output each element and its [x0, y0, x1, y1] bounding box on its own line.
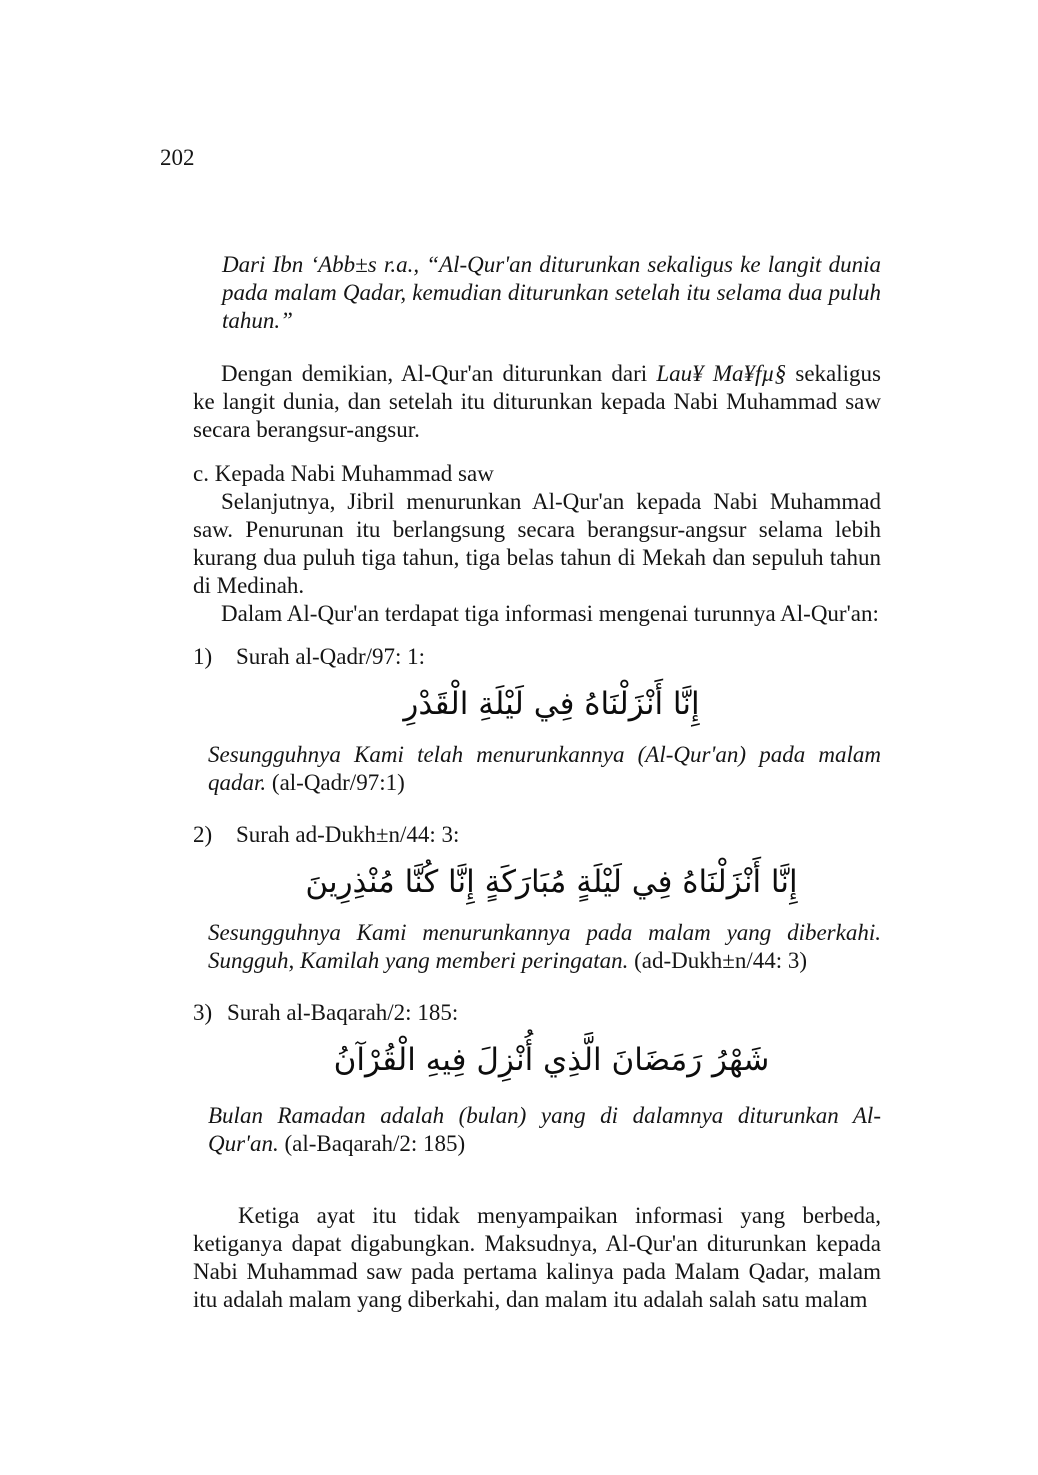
list-item-2-title: Surah ad-Dukh±n/44: 3: — [236, 822, 460, 847]
translation-al-qadr-text: Sesungguhnya Kami telah menurunkannya (Al-Qur'an) pada malam qadar. — [208, 742, 881, 795]
translation-ad-dukhan-text: Sesungguhnya Kami menurunkannya pada malam yang diberkahi. Sungguh, Kamilah yang memberi peringatan. — [208, 920, 881, 973]
hadith-quote-ibn-abbas: Dari Ibn ‘Abb±s r.a., “Al-Qur'an diturunkan sekaligus ke langit dunia pada malam Qadar, kemudian diturunkan setelah itu selama dua puluh tahun.” — [222, 252, 881, 333]
list-item-3-marker: 3) — [193, 1000, 213, 1025]
paragraph-ketiga-ayat: Ketiga ayat itu tidak menyampaikan informasi yang berbeda, ketiganya dapat digabungkan. Maksudnya, Al-Qur'an diturunkan kepada Nabi Muhammad saw pada pertama kalinya pada Malam Qadar, malam itu adalah malam yang diberkahi, dan malam itu adalah salah satu malam — [193, 1203, 881, 1312]
paragraph-tiga-informasi: Dalam Al-Qur'an terdapat tiga informasi mengenai turunnya Al-Qur'an: — [221, 601, 879, 626]
list-item-1-marker: 1) — [193, 644, 213, 669]
list-item-3-title: Surah al-Baqarah/2: 185: — [227, 1000, 459, 1025]
paragraph-lauh-mahfuz — [193, 360, 881, 444]
list-item-3-heading — [193, 999, 881, 1027]
paragraph-lauh-text-before: Dengan demikian, Al-Qur'an diturunkan dari — [221, 361, 657, 386]
list-item-2-heading — [193, 821, 881, 849]
reference-al-qadr: (al-Qadr/97:1) — [271, 770, 405, 795]
subheading-kepada-nabi: c. Kepada Nabi Muhammad saw — [193, 461, 494, 486]
translation-ad-dukhan — [208, 919, 881, 975]
page-content — [193, 228, 881, 1337]
translation-al-qadr — [208, 741, 881, 797]
paragraph-lauh-text-after: sekaligus ke langit dunia, dan setelah itu diturunkan kepada Nabi Muhammad saw secara berangsur-angsur. — [193, 361, 881, 442]
term-lauh-mahfuz: Lau¥ Ma¥fµ§ — [656, 361, 787, 386]
list-item-2-marker: 2) — [193, 822, 213, 847]
reference-al-baqarah: (al-Baqarah/2: 185) — [284, 1131, 466, 1156]
arabic-verse-al-qadr: إِنَّا أَنْزَلْنَاهُ فِي لَيْلَةِ الْقَدْرِ — [403, 686, 700, 722]
list-item-1-title: Surah al-Qadr/97: 1: — [236, 644, 426, 669]
arabic-verse-al-baqarah: شَهْرُ رَمَضَانَ الَّذِي أُنْزِلَ فِيهِ الْقُرْآنُ — [333, 1042, 770, 1078]
translation-al-baqarah — [208, 1102, 881, 1158]
list-item-1-heading — [193, 643, 881, 671]
paragraph-selanjutnya: Selanjutnya, Jibril menurunkan Al-Qur'an kepada Nabi Muhammad saw. Penurunan itu berlangsung secara berangsur-angsur selama lebih kurang dua puluh tiga tahun, tiga belas tahun di Mekah dan sepuluh tahun di Medinah. — [193, 489, 881, 598]
arabic-verse-ad-dukhan: إِنَّا أَنْزَلْنَاهُ فِي لَيْلَةٍ مُبَارَكَةٍ إِنَّا كُنَّا مُنْذِرِينَ — [305, 864, 798, 900]
verse-item-ad-dukhan — [193, 821, 881, 975]
verse-item-al-qadr — [193, 643, 881, 797]
translation-al-baqarah-text: Bulan Ramadan adalah (bulan) yang di dalamnya diturunkan Al-Qur'an. — [208, 1103, 881, 1156]
verse-item-al-baqarah — [193, 999, 881, 1158]
page-number: 202 — [160, 145, 195, 170]
reference-ad-dukhan: (ad-Dukh±n/44: 3) — [634, 948, 808, 973]
